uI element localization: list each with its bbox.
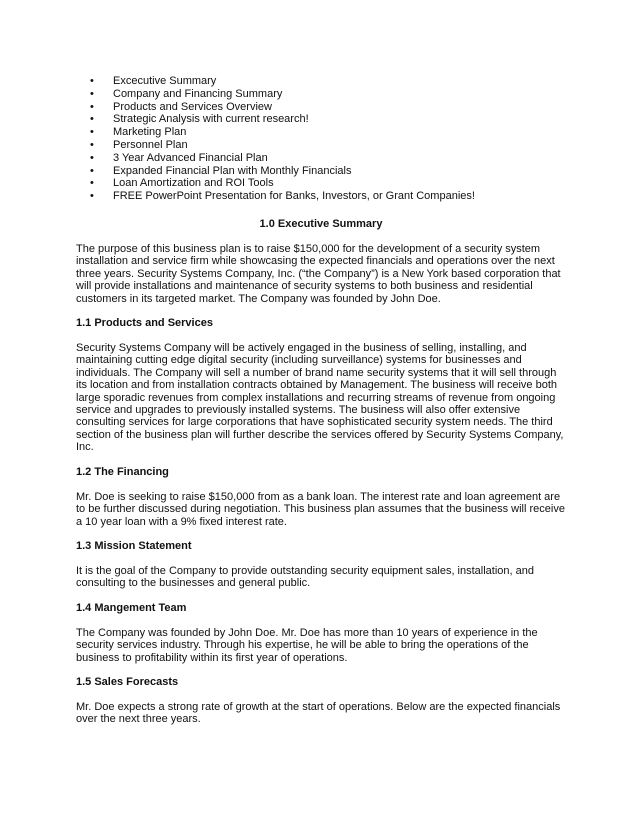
list-item: • Loan Amortization and ROI Tools: [90, 177, 475, 190]
list-item: • Company and Financing Summary: [90, 88, 475, 101]
list-item: • Personnel Plan: [90, 139, 475, 152]
management-team-heading: 1.4 Mangement Team: [76, 601, 187, 614]
list-item: • FREE PowerPoint Presentation for Banks, Investors, or Grant Companies!: [90, 190, 475, 203]
products-services-heading: 1.1 Products and Services: [76, 317, 213, 330]
mission-statement-heading: 1.3 Mission Statement: [76, 539, 192, 552]
list-item: • Strategic Analysis with current research!: [90, 113, 475, 126]
list-item: • Expanded Financial Plan with Monthly Financials: [90, 165, 475, 178]
sales-forecasts-paragraph: Mr. Doe expects a strong rate of growth at the start of operations. Below are the expected financials over the next three years.: [76, 700, 561, 726]
list-item: • 3 Year Advanced Financial Plan: [90, 152, 475, 165]
list-item: • Marketing Plan: [90, 126, 475, 139]
plan-contents-list: [90, 75, 475, 203]
executive-summary-title: 1.0 Executive Summary: [259, 218, 383, 230]
financing-paragraph: Mr. Doe is seeking to raise $150,000 from as a bank loan. The interest rate and loan agreement are to be further discussed during negotiation. This business plan assumes that the business will receive a 10 year loan with a 9% fixed interest rate.: [76, 490, 565, 528]
list-item: • Products and Services Overview: [90, 101, 475, 114]
document-body: [76, 218, 566, 738]
financing-heading: 1.2 The Financing: [76, 465, 169, 478]
management-team-paragraph: The Company was founded by John Doe. Mr. Doe has more than 10 years of experience in the security services industry. Through his expertise, he will be able to bring the operations of the business to profitability within its first year of operations.: [76, 626, 538, 664]
executive-summary-paragraph: The purpose of this business plan is to raise $150,000 for the development of a security system installation and service firm while showcasing the expected financials and operations over the next three years. Security Systems Company, Inc. (“the Company”) is a New York based corporation that will provide installations and maintenance of security systems to both business and residential customers in its targeted market. The Company was founded by John Doe.: [76, 243, 561, 305]
list-item: • Excecutive Summary: [90, 75, 475, 88]
products-services-paragraph: Security Systems Company will be actively engaged in the business of selling, installing, and maintaining cutting edge digital security (including surveillance) systems for businesses and individuals. The Company will sell a number of brand name security systems that it will sell through its location and from installation contracts obtained by Management. The business will receive both large sporadic revenues from complex installations and recurring streams of revenue from ongoing service and upgrades to previously installed systems. The business will also offer extensive consulting services for large corporations that have sophisticated security system needs. The third section of the business plan will further describe the services offered by Security Systems Company, Inc.: [76, 342, 564, 454]
sales-forecasts-heading: 1.5 Sales Forecasts: [76, 675, 179, 688]
mission-statement-paragraph: It is the goal of the Company to provide outstanding security equipment sales, installation, and consulting to the businesses and general public.: [76, 564, 534, 590]
